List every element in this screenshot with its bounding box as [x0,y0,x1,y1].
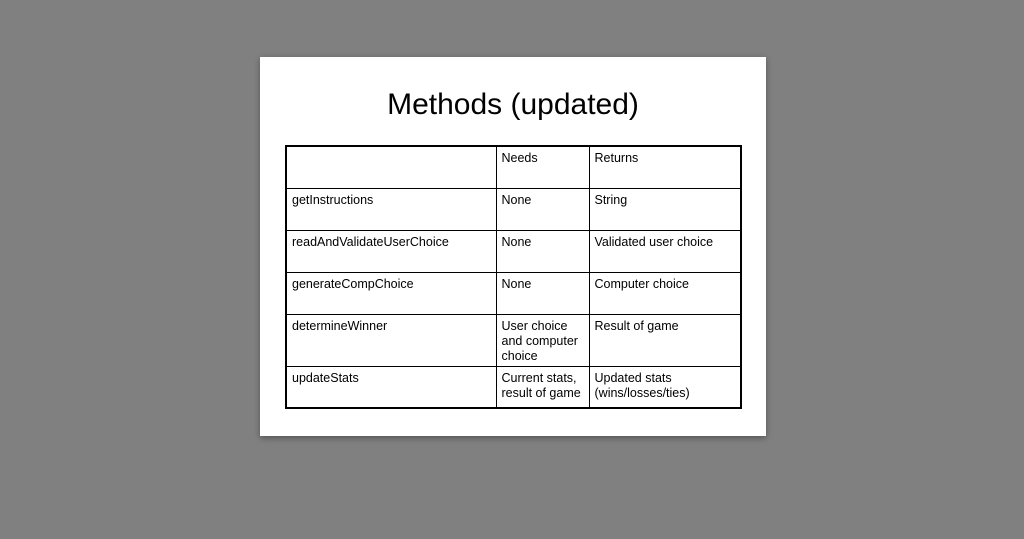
table-row [286,366,741,408]
table-row [286,230,741,272]
method-name-cell: generateCompChoice [286,272,496,314]
returns-cell: Result of game [589,314,741,366]
method-name-cell: readAndValidateUserChoice [286,230,496,272]
method-name-cell: updateStats [286,366,496,408]
slide-title: Methods (updated) [387,88,639,121]
needs-cell: None [496,188,589,230]
header-cell-needs: Needs [496,146,589,188]
table-row [286,314,741,366]
returns-cell: Validated user choice [589,230,741,272]
method-name-cell: getInstructions [286,188,496,230]
needs-cell: None [496,230,589,272]
needs-cell: None [496,272,589,314]
returns-cell: String [589,188,741,230]
table-row [286,188,741,230]
table-header-row [286,146,741,188]
returns-cell: Updated stats (wins/losses/ties) [589,366,741,408]
header-cell-method [286,146,496,188]
returns-cell: Computer choice [589,272,741,314]
header-cell-returns: Returns [589,146,741,188]
slide [260,57,766,436]
needs-cell: Current stats, result of game [496,366,589,408]
methods-table [285,145,742,409]
needs-cell: User choice and computer choice [496,314,589,366]
method-name-cell: determineWinner [286,314,496,366]
table-row [286,272,741,314]
